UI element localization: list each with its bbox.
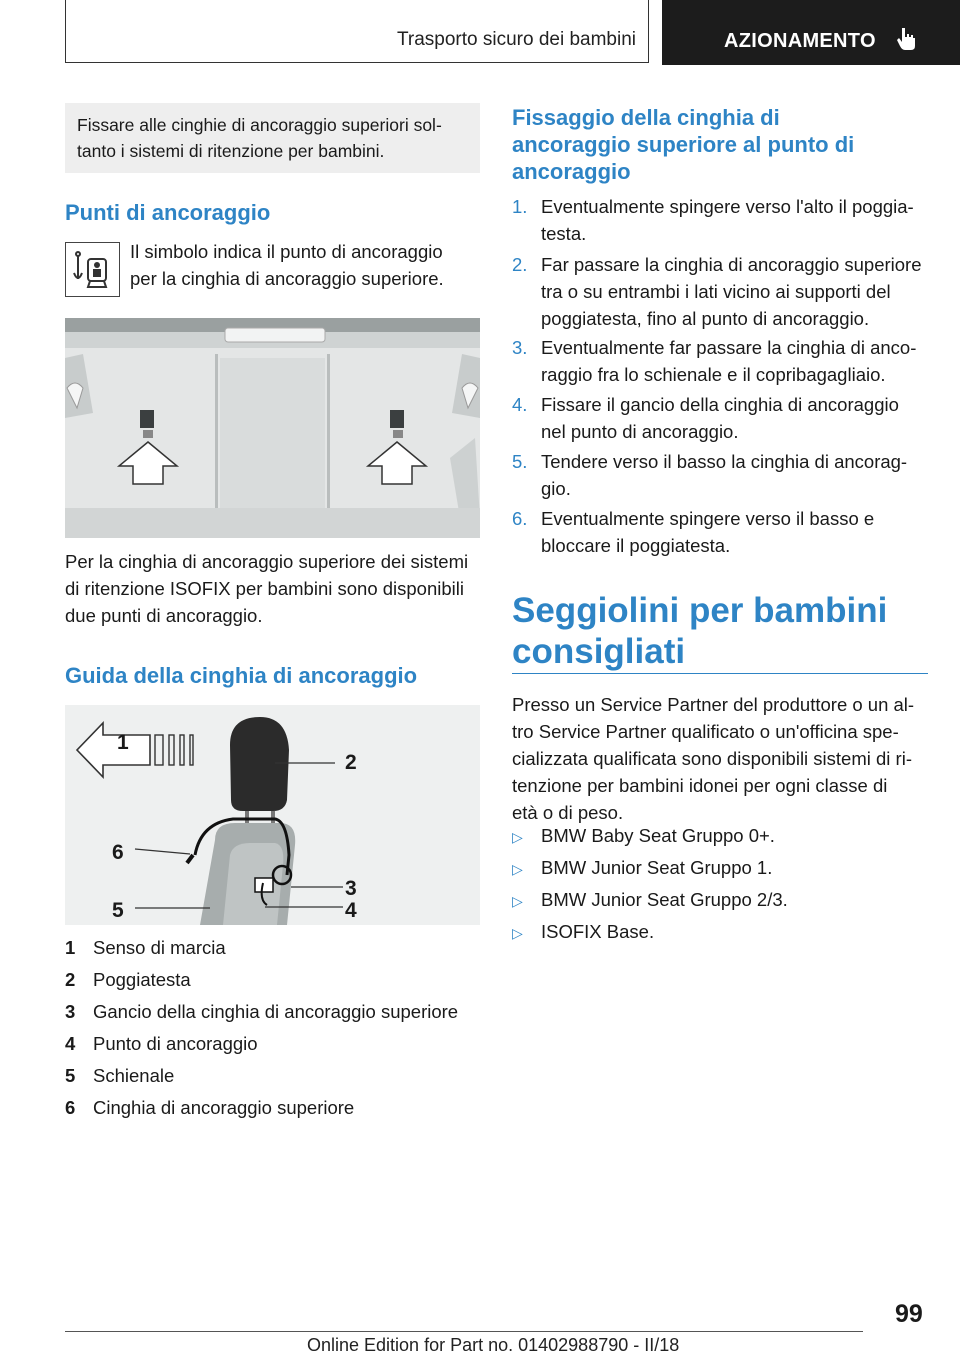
step-line: tra o su entrambi i lati vicino ai supporti del xyxy=(541,281,891,302)
step-line: Far passare la cinghia di ancoraggio superiore xyxy=(541,254,922,275)
strap-guide-illustration xyxy=(65,705,480,925)
body-line: tro Service Partner qualificato o un'officina spe- xyxy=(512,721,899,742)
step-line: Fissare il gancio della cinghia di ancoraggio xyxy=(541,394,899,415)
symbol-text-line: per la cinghia di ancoraggio superiore. xyxy=(130,268,444,289)
note-line: tanto i sistemi di ritenzione per bambini. xyxy=(77,141,385,161)
body-line: due punti di ancoraggio. xyxy=(65,605,263,626)
step-line: poggiatesta, fino al punto di ancoraggio. xyxy=(541,308,870,329)
body-line: di ritenzione ISOFIX per bambini sono disponibili xyxy=(65,578,464,599)
list-item-text: BMW Junior Seat Gruppo 1. xyxy=(541,857,773,878)
step-text xyxy=(541,334,936,388)
bullet-triangle-icon: ▷ xyxy=(512,893,523,909)
legend-text: Gancio della cinghia di ancoraggio superiore xyxy=(93,1001,459,1022)
step-line: raggio fra lo schienale e il copribagagliaio. xyxy=(541,364,886,385)
section-title: Trasporto sicuro dei bambini xyxy=(396,29,636,50)
heading-line: ancoraggio xyxy=(512,159,631,184)
anchor-points-photo xyxy=(65,318,480,538)
heading-line: Fissaggio della cinghia di xyxy=(512,105,780,130)
step-number: 2. xyxy=(512,254,528,275)
figure-label-5: 5 xyxy=(112,899,124,922)
legend-text: Cinghia di ancoraggio superiore xyxy=(93,1097,355,1118)
child-seat-anchor-icon xyxy=(65,242,120,297)
figure-label-2: 2 xyxy=(345,751,357,774)
header-section-box xyxy=(65,0,649,63)
chapter-label: AZIONAMENTO xyxy=(724,30,876,52)
bullet-triangle-icon: ▷ xyxy=(512,861,523,877)
list-item-text: ISOFIX Base. xyxy=(541,921,655,942)
note-box xyxy=(65,103,480,173)
heading-line: ancoraggio superiore al punto di xyxy=(512,132,855,157)
step-line: Eventualmente spingere verso il basso e xyxy=(541,508,875,529)
heading-line: consigliati xyxy=(512,632,686,671)
figure-label-3: 3 xyxy=(345,877,357,900)
chapter-tab[interactable] xyxy=(662,0,960,65)
step-text xyxy=(541,448,936,502)
body-line: tenzione per bambini idonei per ogni classe di xyxy=(512,775,888,796)
step-text xyxy=(541,251,936,332)
step-text xyxy=(541,505,936,559)
bullet-triangle-icon: ▷ xyxy=(512,829,523,845)
page-number: 99 xyxy=(895,1300,923,1328)
bullet-triangle-icon: ▷ xyxy=(512,925,523,941)
step-line: bloccare il poggiatesta. xyxy=(541,535,731,556)
figure-label-1: 1 xyxy=(117,731,129,754)
step-line: Tendere verso il basso la cinghia di ancorag- xyxy=(541,451,908,472)
legend-number: 4 xyxy=(65,1033,76,1054)
body-line: età o di peso. xyxy=(512,802,624,823)
heading-line: Seggiolini per bambini xyxy=(512,591,888,630)
footer-divider xyxy=(65,1331,863,1332)
step-text xyxy=(541,391,936,445)
symbol-description xyxy=(130,238,444,292)
step-number: 4. xyxy=(512,394,528,415)
body-line: cializzata qualificata sono disponibili sistemi di ri- xyxy=(512,748,912,769)
body-line: Presso un Service Partner del produttore o un al- xyxy=(512,694,915,715)
legend-number: 5 xyxy=(65,1065,76,1086)
step-line: Eventualmente far passare la cinghia di anco- xyxy=(541,337,917,358)
legend-text: Senso di marcia xyxy=(93,937,226,958)
step-text xyxy=(541,193,936,247)
anchor-points-body xyxy=(65,548,468,629)
note-line: Fissare alle cinghie di ancoraggio superiori sol- xyxy=(77,115,442,135)
step-number: 5. xyxy=(512,451,528,472)
body-line: Per la cinghia di ancoraggio superiore dei sistemi xyxy=(65,551,469,572)
heading-divider xyxy=(512,673,928,674)
figure-label-4: 4 xyxy=(345,899,357,922)
footer-edition: Online Edition for Part no. 01402988790 - II/18 xyxy=(307,1335,680,1355)
list-item-text: BMW Baby Seat Gruppo 0+. xyxy=(541,825,775,846)
legend-number: 6 xyxy=(65,1097,76,1118)
recommended-body xyxy=(512,691,932,826)
symbol-text-line: Il simbolo indica il punto di ancoraggio xyxy=(130,241,443,262)
heading-fixing xyxy=(512,104,854,185)
legend-text: Poggiatesta xyxy=(93,969,191,990)
step-line: gio. xyxy=(541,478,571,499)
step-line: testa. xyxy=(541,223,587,244)
figure-label-6: 6 xyxy=(112,841,124,864)
step-number: 3. xyxy=(512,337,528,358)
legend-text: Schienale xyxy=(93,1065,175,1086)
heading-anchor-points: Punti di ancoraggio xyxy=(65,200,271,225)
step-line: Eventualmente spingere verso l'alto il poggia- xyxy=(541,196,914,217)
legend-text: Punto di ancoraggio xyxy=(93,1033,258,1054)
step-number: 6. xyxy=(512,508,528,529)
list-item-text: BMW Junior Seat Gruppo 2/3. xyxy=(541,889,788,910)
legend-number: 2 xyxy=(65,969,76,990)
pointing-hand-icon xyxy=(896,26,918,57)
heading-recommended xyxy=(512,590,887,672)
step-number: 1. xyxy=(512,196,528,217)
step-line: nel punto di ancoraggio. xyxy=(541,421,739,442)
heading-strap-guide: Guida della cinghia di ancoraggio xyxy=(65,663,418,688)
legend-number: 3 xyxy=(65,1001,76,1022)
legend-number: 1 xyxy=(65,937,76,958)
